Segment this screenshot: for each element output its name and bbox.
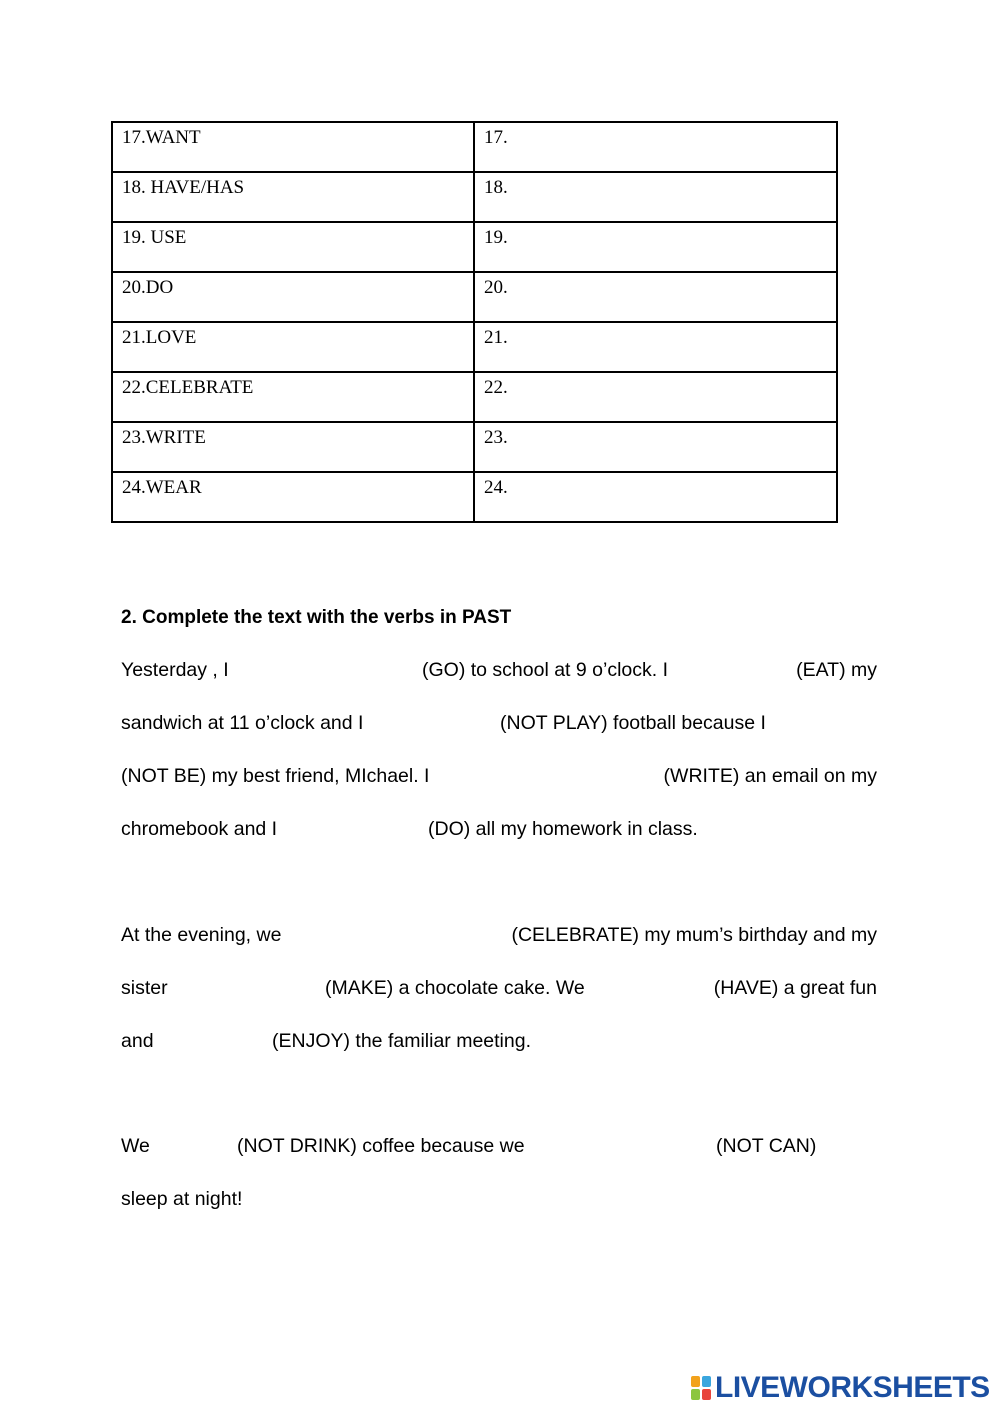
text-line [121, 1187, 877, 1211]
logo-text: LIVEWORKSHEETS [715, 1371, 990, 1404]
text-line [121, 764, 877, 788]
answer-cell[interactable] [474, 122, 837, 172]
text-segment: sandwich at 11 o’clock and I [121, 712, 364, 734]
text-segment: (NOT DRINK) coffee because we [237, 1135, 525, 1157]
text-segment: Yesterday , I [121, 659, 229, 681]
text-line [121, 976, 877, 1000]
answer-cell[interactable] [474, 172, 837, 222]
table-row [112, 222, 837, 272]
text-segment: We [121, 1135, 150, 1157]
verb-label: 19. USE [122, 227, 187, 248]
text-line [121, 658, 877, 682]
text-line [121, 1134, 877, 1158]
verb-label: 17.WANT [122, 127, 201, 148]
text-segment: (EAT) my [796, 659, 877, 681]
verb-cell [112, 122, 474, 172]
text-segment: sleep at night! [121, 1188, 243, 1210]
text-segment: (HAVE) a great fun [713, 977, 877, 999]
text-line [121, 1029, 877, 1053]
text-segment: (WRITE) an email on my [663, 765, 877, 787]
answer-number: 18. [484, 177, 508, 198]
text-segment: (NOT BE) my best friend, MIchael. I [121, 765, 430, 787]
table-row [112, 122, 837, 172]
table-row [112, 372, 837, 422]
table-row [112, 272, 837, 322]
verb-label: 21.LOVE [122, 327, 197, 348]
answer-number: 24. [484, 477, 508, 498]
text-segment: (GO) to school at 9 o’clock. I [422, 659, 669, 681]
verb-cell [112, 372, 474, 422]
logo-icon [691, 1376, 711, 1400]
text-segment: (MAKE) a chocolate cake. We [325, 977, 585, 999]
answer-number: 21. [484, 327, 508, 348]
verb-label: 22.CELEBRATE [122, 377, 254, 398]
text-segment: (CELEBRATE) my mum’s birthday and my [511, 924, 877, 946]
verb-label: 23.WRITE [122, 427, 206, 448]
verb-cell [112, 422, 474, 472]
answer-cell[interactable] [474, 372, 837, 422]
answer-number: 17. [484, 127, 508, 148]
table-row [112, 172, 837, 222]
text-segment: sister [121, 977, 168, 999]
table-row [112, 472, 837, 522]
verb-cell [112, 222, 474, 272]
text-segment: (NOT CAN) [716, 1135, 817, 1157]
answer-cell[interactable] [474, 472, 837, 522]
verb-table [111, 121, 838, 523]
answer-number: 22. [484, 377, 508, 398]
text-segment: (ENJOY) the familiar meeting. [272, 1030, 531, 1052]
table-row [112, 422, 837, 472]
text-segment: At the evening, we [121, 924, 282, 946]
text-segment: and [121, 1030, 154, 1052]
answer-cell[interactable] [474, 272, 837, 322]
verb-label: 24.WEAR [122, 477, 202, 498]
text-segment: (DO) all my homework in class. [428, 818, 698, 840]
verb-cell [112, 322, 474, 372]
text-line [121, 711, 877, 735]
text-segment: (NOT PLAY) football because I [500, 712, 766, 734]
verb-label: 20.DO [122, 277, 174, 298]
verb-label: 18. HAVE/HAS [122, 177, 245, 198]
answer-number: 20. [484, 277, 508, 298]
liveworksheets-logo [691, 1370, 990, 1406]
answer-number: 23. [484, 427, 508, 448]
answer-number: 19. [484, 227, 508, 248]
table-row [112, 322, 837, 372]
text-line [121, 923, 877, 947]
answer-cell[interactable] [474, 322, 837, 372]
verb-cell [112, 472, 474, 522]
text-segment: chromebook and I [121, 818, 278, 840]
text-line [121, 817, 877, 841]
answer-cell[interactable] [474, 222, 837, 272]
answer-cell[interactable] [474, 422, 837, 472]
verb-cell [112, 272, 474, 322]
exercise-heading: 2. Complete the text with the verbs in PAST [121, 607, 512, 628]
verb-cell [112, 172, 474, 222]
